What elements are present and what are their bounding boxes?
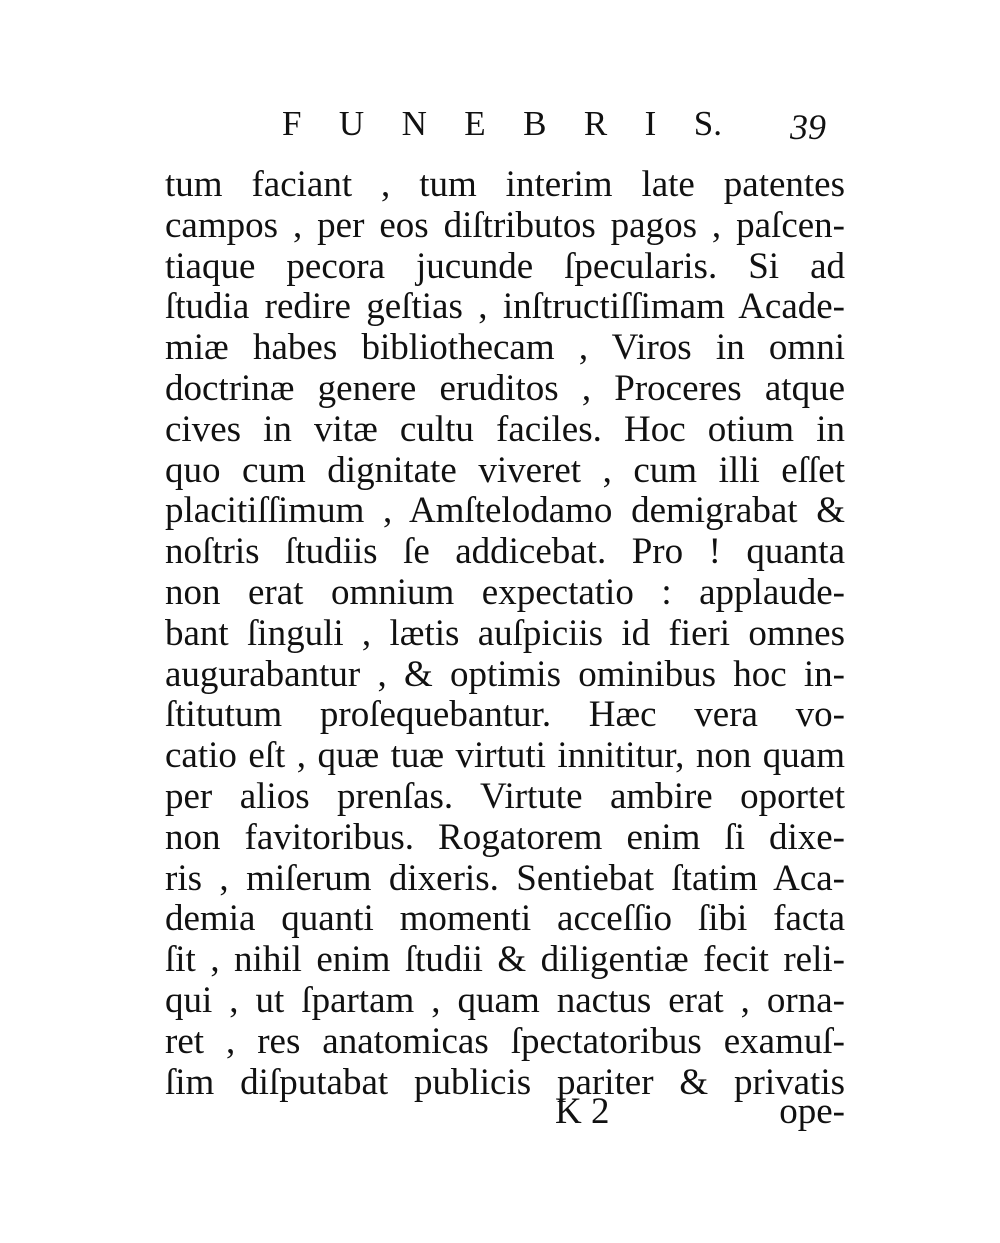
text-line: tiaque pecora jucunde ſpecularis. Si ad (165, 245, 845, 287)
text-line: noſtris ſtudiis ſe addicebat. Pro ! quanta (165, 531, 845, 573)
text-line: ſtudia redire geſtias , inſtructiſſimam Acade- (165, 286, 845, 328)
running-title-letter: R (583, 104, 608, 143)
catchword: ope- (779, 1091, 845, 1132)
text-line: non favitoribus. Rogatorem enim ſi dixe- (165, 816, 845, 858)
text-line: qui , ut ſpartam , quam nactus erat , orna- (165, 979, 845, 1021)
text-line: augurabantur , & optimis ominibus hoc in- (165, 653, 845, 695)
text-line: catio eſt , quæ tuæ virtuti innititur, non quam (165, 735, 845, 777)
text-line: non erat omnium expectatio : applaude- (165, 571, 845, 613)
text-line: ſtitutum proſequebantur. Hæc vera vo- (165, 694, 845, 736)
page-footer (165, 1090, 845, 1132)
body-text (165, 165, 845, 1103)
page-number: 39 (790, 107, 826, 147)
text-line: ret , res anatomicas ſpectatoribus examuſ- (165, 1020, 845, 1062)
text-line: placitiſſimum , Amſtelodamo demigrabat & (165, 490, 845, 532)
running-title-letter: F (282, 104, 302, 143)
text-line: demia quanti momenti acceſſio ſibi facta (165, 898, 845, 940)
running-title-letter: I (644, 104, 657, 143)
running-title-letter: B (523, 104, 547, 143)
text-line: tum faciant , tum interim late patentes (165, 164, 845, 205)
text-line: doctrinæ genere eruditos , Proceres atque (165, 367, 845, 409)
text-line: ris , miſerum dixeris. Sentiebat ſtatim Aca- (165, 857, 845, 899)
text-line: quo cum dignitate viveret , cum illi eſſet (165, 449, 845, 491)
signature-mark: K 2 (555, 1091, 610, 1132)
text-line: ſim diſputabat publicis pariter & privatis (165, 1061, 845, 1103)
running-title-letter: E (464, 104, 486, 143)
text-line: miæ habes bibliothecam , Viros in omni (165, 327, 845, 369)
text-line: bant ſinguli , lætis auſpiciis id fieri omnes (165, 612, 845, 654)
running-title-letter: S. (693, 104, 722, 143)
running-title-letter: U (338, 104, 365, 143)
running-title (282, 104, 722, 144)
text-line: cives in vitæ cultu faciles. Hoc otium in (165, 408, 845, 450)
text-line: campos , per eos diſtributos pagos , paſcen- (165, 204, 845, 246)
text-line: ſit , nihil enim ſtudii & diligentiæ fecit reli- (165, 939, 845, 981)
text-line: per alios prenſas. Virtute ambire oportet (165, 775, 845, 817)
running-title-letter: N (401, 104, 427, 143)
